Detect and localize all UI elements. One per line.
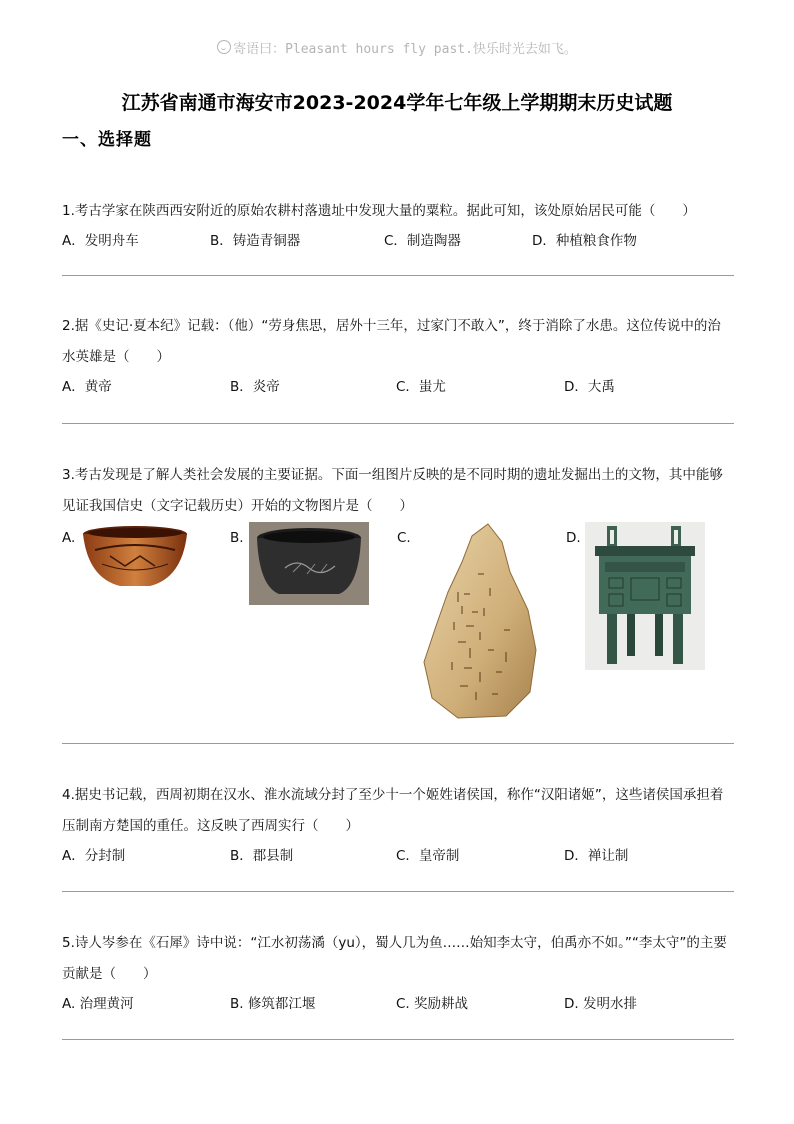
bronze-ding-image[interactable]: [585, 522, 705, 670]
divider: [62, 891, 734, 892]
motto-text: 寄语曰：Pleasant hours fly past.快乐时光去如飞。: [233, 42, 577, 57]
painted-pottery-image[interactable]: [80, 520, 190, 592]
question-3: [62, 460, 734, 522]
question-4: [62, 780, 734, 868]
exam-title: 江苏省南通市海安市2023-2024学年七年级上学期期末历史试题: [121, 92, 673, 114]
option-d[interactable]: D．禅让制: [564, 848, 629, 864]
question-stem: 3.考古发现是了解人类社会发展的主要证据。下面一组图片反映的是不同时期的遗址发掘出土的文物，其中能够见证我国信史（文字记载历史）开始的文物图片是（ ）: [62, 467, 723, 514]
section-title: 一、选择题: [62, 130, 152, 150]
option-b[interactable]: B．铸造青铜器: [210, 233, 301, 249]
question-stem: 5.诗人岑参在《石犀》诗中说：“江水初荡潏（yu），蜀人几为鱼……始知李太守，伯禹亦不如。”“李太守”的主要贡献是（ ）: [62, 935, 727, 982]
options-row: [62, 844, 734, 868]
option-a[interactable]: A.: [62, 530, 76, 546]
option-b[interactable]: B.: [230, 530, 244, 546]
option-a[interactable]: A．黄帝: [62, 379, 112, 395]
option-a[interactable]: A. 治理黄河: [62, 996, 134, 1012]
option-d[interactable]: D.: [566, 530, 581, 546]
option-c[interactable]: C.: [397, 530, 411, 546]
options-row: [62, 375, 734, 399]
question-stem: 2.据《史记·夏本纪》记载：（他）“劳身焦思，居外十三年，过家门不敢入”，终于消除了水患。这位传说中的治水英雄是（ ）: [62, 318, 721, 365]
option-b[interactable]: B. 修筑都江堰: [230, 996, 316, 1012]
option-d[interactable]: D. 发明水排: [564, 996, 637, 1012]
options-row: [62, 992, 734, 1016]
option-c[interactable]: C．制造陶器: [384, 233, 461, 249]
option-d[interactable]: D．大禹: [564, 379, 615, 395]
question-stem: 4.据史书记载，西周初期在汉水、淮水流域分封了至少十一个姬姓诸侯国，称作“汉阳诸姬”，这些诸侯国承担着压制南方楚国的重任。这反映了西周实行（ ）: [62, 787, 724, 834]
option-c[interactable]: C. 奖励耕战: [396, 996, 469, 1012]
black-pottery-image[interactable]: [249, 522, 369, 605]
question-stem: 1.考古学家在陕西西安附近的原始农耕村落遗址中发现大量的粟粒。据此可知，该处原始居民可能（ ）: [62, 203, 696, 219]
option-b[interactable]: B．郡县制: [230, 848, 294, 864]
oracle-bone-image[interactable]: [418, 522, 540, 720]
question-1: [62, 196, 734, 253]
divider: [62, 1039, 734, 1040]
options-row: [62, 229, 734, 253]
divider: [62, 275, 734, 276]
option-b[interactable]: B．炎帝: [230, 379, 280, 395]
divider: [62, 743, 734, 744]
option-a[interactable]: A．发明舟车: [62, 233, 139, 249]
option-c[interactable]: C．皇帝制: [396, 848, 460, 864]
option-d[interactable]: D．种植粮食作物: [532, 233, 637, 249]
option-c[interactable]: C．蚩尤: [396, 379, 446, 395]
smile-icon: [217, 40, 231, 54]
question-5: [62, 928, 734, 1016]
option-a[interactable]: A．分封制: [62, 848, 126, 864]
question-2: [62, 311, 734, 399]
divider: [62, 423, 734, 424]
page-motto: [0, 38, 794, 57]
